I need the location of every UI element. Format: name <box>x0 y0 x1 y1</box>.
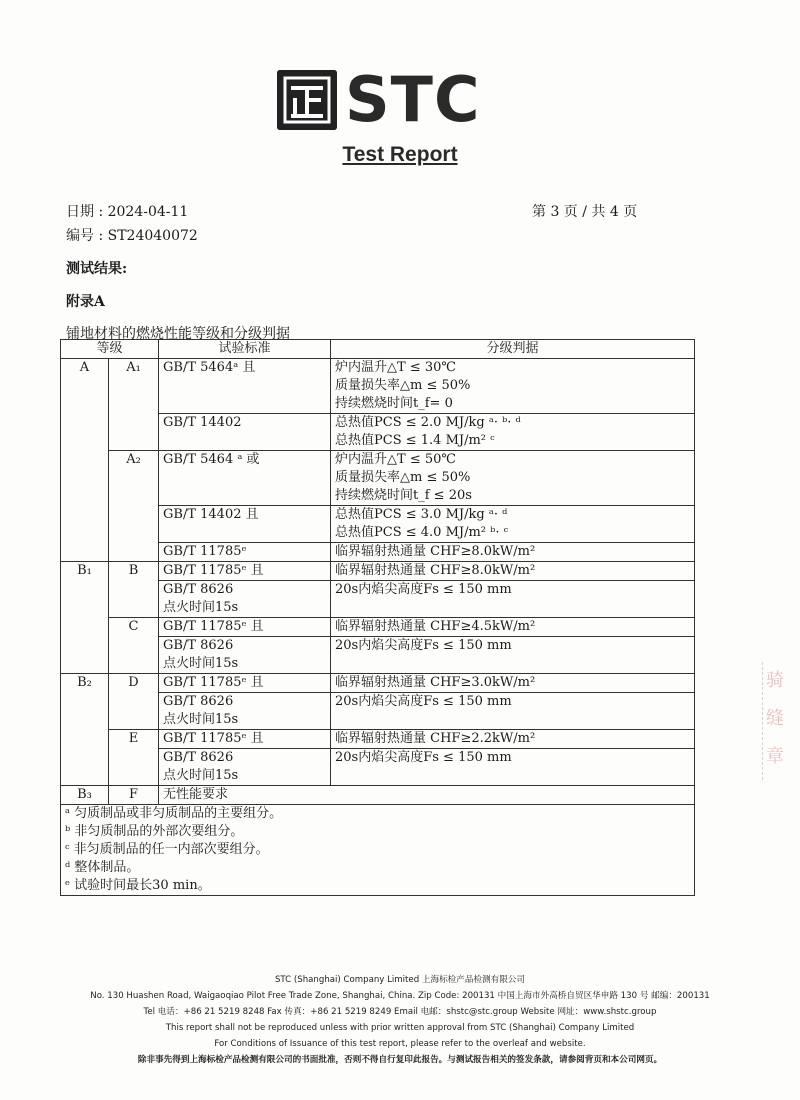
criteria-cell: 20s内焰尖高度Fs ≤ 150 mm <box>331 749 695 786</box>
grade-b3: B₃ <box>61 786 109 805</box>
standard-line: 点火时间15s <box>163 656 239 671</box>
grade-c: C <box>109 618 159 674</box>
appendix-heading: 附录A <box>66 294 105 310</box>
grade-b: B <box>109 562 159 618</box>
report-date: 日期 : 2024-04-11 <box>66 204 189 220</box>
standard-line: GB/T 8626 <box>163 638 234 653</box>
grade-a: A <box>61 359 109 562</box>
grade-a2: A₂ <box>109 451 159 562</box>
criteria-cell: 临界辐射热通量 CHF≥2.2kW/m² <box>331 730 695 749</box>
header-criteria: 分级判据 <box>331 340 695 359</box>
seal-stamp <box>762 662 787 780</box>
stamp-char: 骑 <box>766 670 784 691</box>
criteria-cell: 临界辐射热通量 CHF≥4.5kW/m² <box>331 618 695 637</box>
criteria-line: 持续燃烧时间t_f ≤ 20s <box>335 488 472 503</box>
standard-cell: GB/T 11785ᵉ 且 <box>159 674 331 693</box>
standard-cell <box>159 749 331 786</box>
criteria-line: 炉内温升△T ≤ 30℃ <box>335 360 456 375</box>
table-row <box>61 451 695 506</box>
grade-b2: B₂ <box>61 674 109 786</box>
footer-notice-en: This report shall not be reproduced unless with prior written approval from STC (Shanghai) Company Limited <box>165 1023 635 1033</box>
criteria-cell <box>331 414 695 451</box>
criteria-cell: 临界辐射热通量 CHF≥8.0kW/m² <box>331 543 695 562</box>
criteria-line: 质量损失率△m ≤ 50% <box>335 470 471 485</box>
note-line: ᵇ 非匀质制品的外部次要组分。 <box>65 824 244 839</box>
table-row <box>61 674 695 693</box>
note-line: ᵉ 试验时间最长30 min。 <box>65 878 211 893</box>
criteria-cell <box>331 451 695 506</box>
standard-line: 点火时间15s <box>163 712 239 727</box>
criteria-line: 总热值PCS ≤ 4.0 MJ/m² ᵇ· ᶜ <box>335 525 509 540</box>
footer-notice-cn: 除非事先得到上海标检产品检测有限公司的书面批准，否则不得自行复印此报告。与测试报告相关的签发条款，请参阅背页和本公司网页。 <box>137 1055 663 1065</box>
report-number: 编号 : ST24040072 <box>66 228 198 244</box>
grade-b1: B₁ <box>61 562 109 674</box>
grade-e: E <box>109 730 159 786</box>
table-row <box>61 562 695 581</box>
report-title: Test Report <box>342 143 458 166</box>
standard-cell: GB/T 11785ᵉ 且 <box>159 618 331 637</box>
table-header-row <box>61 340 695 359</box>
grade-d: D <box>109 674 159 730</box>
results-heading: 测试结果: <box>66 261 128 277</box>
table-row <box>61 730 695 749</box>
table-row <box>61 359 695 414</box>
stamp-char: 缝 <box>766 708 784 729</box>
criteria-cell <box>331 506 695 543</box>
standard-line: 点火时间15s <box>163 768 239 783</box>
footer-contact: Tel 电话：+86 21 5219 8248 Fax 传真：+86 21 5219 8249 Email 电邮：shstc@stc.group Website 网址：www.shstc.group <box>143 1007 657 1017</box>
note-line: ᵈ 整体制品。 <box>65 860 140 875</box>
standard-line: GB/T 8626 <box>163 750 234 765</box>
criteria-line: 持续燃烧时间t_f= 0 <box>335 396 453 411</box>
criteria-cell <box>331 359 695 414</box>
standard-line: GB/T 8626 <box>163 582 234 597</box>
standard-cell: GB/T 14402 <box>159 414 331 451</box>
standard-cell: GB/T 5464 ᵃ 或 <box>159 451 331 506</box>
stc-logo <box>277 63 502 136</box>
criteria-line: 总热值PCS ≤ 2.0 MJ/kg ᵃ· ᵇ· ᵈ <box>335 415 521 430</box>
table-row <box>61 786 695 805</box>
logo-text: STC <box>345 63 481 136</box>
note-line: ᵃ 匀质制品或非匀质制品的主要组分。 <box>65 806 283 821</box>
standard-cell: GB/T 11785ᵉ <box>159 543 331 562</box>
criteria-cell: 20s内焰尖高度Fs ≤ 150 mm <box>331 581 695 618</box>
table-notes-row <box>61 805 695 896</box>
criteria-cell: 临界辐射热通量 CHF≥3.0kW/m² <box>331 674 695 693</box>
criteria-line: 总热值PCS ≤ 3.0 MJ/kg ᵃ· ᵈ <box>335 507 508 522</box>
classification-table <box>60 339 695 896</box>
standard-cell <box>159 581 331 618</box>
no-requirement-cell: 无性能要求 <box>159 786 695 805</box>
footer-conditions-en: For Conditions of Issuance of this test report, please refer to the overleaf and website. <box>214 1039 586 1049</box>
header-standard: 试验标准 <box>159 340 331 359</box>
criteria-cell: 临界辐射热通量 CHF≥8.0kW/m² <box>331 562 695 581</box>
criteria-line: 炉内温升△T ≤ 50℃ <box>335 452 456 467</box>
table-notes <box>61 805 695 896</box>
standard-cell: GB/T 11785ᵉ 且 <box>159 730 331 749</box>
table-caption: 铺地材料的燃烧性能等级和分级判据 <box>66 326 290 342</box>
grade-a1: A₁ <box>109 359 159 451</box>
header-grade: 等级 <box>61 340 159 359</box>
grade-f: F <box>109 786 159 805</box>
standard-cell <box>159 637 331 674</box>
page-footer <box>0 972 800 1068</box>
logo-mark-icon <box>277 70 337 130</box>
standard-cell: GB/T 5464ᵃ 且 <box>159 359 331 414</box>
standard-line: 点火时间15s <box>163 600 239 615</box>
criteria-line: 总热值PCS ≤ 1.4 MJ/m² ᶜ <box>335 433 495 448</box>
footer-address: No. 130 Huashen Road, Waigaoqiao Pilot Free Trade Zone, Shanghai, China. Zip Code: 200131 中国上海市外高桥自贸区华申路 130 号 邮编：200131 <box>90 991 710 1001</box>
table-row <box>61 618 695 637</box>
stamp-char: 章 <box>766 746 784 767</box>
standard-cell: GB/T 14402 且 <box>159 506 331 543</box>
footer-company: STC (Shanghai) Company Limited 上海标检产品检测有限公司 <box>274 975 526 985</box>
criteria-line: 质量损失率△m ≤ 50% <box>335 378 471 393</box>
page-indicator: 第 3 页 / 共 4 页 <box>532 204 638 220</box>
criteria-cell: 20s内焰尖高度Fs ≤ 150 mm <box>331 637 695 674</box>
standard-line: GB/T 8626 <box>163 694 234 709</box>
criteria-cell: 20s内焰尖高度Fs ≤ 150 mm <box>331 693 695 730</box>
standard-cell <box>159 693 331 730</box>
note-line: ᶜ 非匀质制品的任一内部次要组分。 <box>65 842 269 857</box>
standard-cell: GB/T 11785ᵉ 且 <box>159 562 331 581</box>
